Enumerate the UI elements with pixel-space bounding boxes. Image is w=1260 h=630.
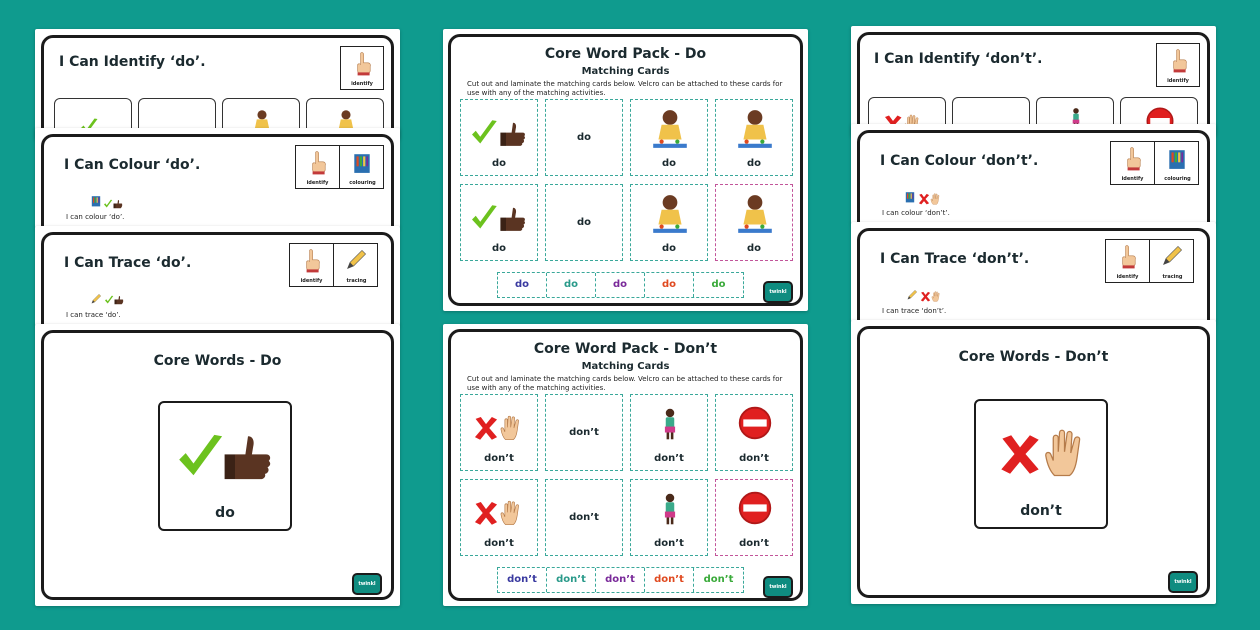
badge-label: identify — [300, 278, 323, 284]
cross-icon — [998, 431, 1042, 477]
strip-word: don’t — [498, 568, 547, 592]
child-playing-icon — [734, 106, 776, 152]
open-hand-icon — [1042, 427, 1092, 479]
left-identify-sheet — [35, 29, 400, 139]
tick-icon — [469, 203, 499, 233]
strip-word: do — [711, 279, 726, 290]
right-core-title: Core Words - Don’t — [958, 349, 1109, 365]
left-identify-title: I Can Identify ‘do’. — [59, 54, 206, 70]
badge-label: colouring — [349, 180, 376, 186]
crayons-icon — [1166, 146, 1188, 172]
badge-label: identify — [1121, 176, 1144, 182]
left-core-word: do — [215, 505, 235, 521]
cross-icon — [918, 193, 930, 205]
mid-top-intro: Cut out and laminate the matching cards below. Velcro can be attached to these cards for use with any of the matching activities. — [467, 80, 783, 97]
tick-icon — [174, 431, 226, 483]
badge-label: colouring — [1164, 176, 1191, 182]
match-word: don’t — [739, 538, 769, 549]
thumbs-up-icon — [114, 295, 124, 305]
thumbs-up-icon — [499, 120, 527, 148]
badge-label: tracing — [1162, 274, 1183, 280]
tick-icon — [469, 118, 499, 148]
left-trace-title: I Can Trace ‘do’. — [64, 255, 192, 271]
girl-icon — [653, 484, 687, 534]
match-word: do — [491, 243, 507, 254]
child-playing-icon — [734, 191, 776, 237]
pencil-icon — [1160, 244, 1184, 268]
mid-bottom-sheet — [443, 324, 808, 606]
match-cell — [630, 479, 708, 556]
tick-icon — [104, 295, 114, 305]
match-word: don’t — [739, 453, 769, 464]
match-cell — [545, 479, 623, 556]
right-colour-caption: I can colour ‘don’t’. — [882, 209, 950, 217]
colour-badge — [1110, 141, 1199, 185]
match-word: do — [661, 243, 677, 254]
right-colour-sheet — [851, 124, 1216, 224]
open-hand-icon — [931, 291, 942, 302]
match-word: do — [746, 158, 762, 169]
left-colour-caption: I can colour ‘do’. — [66, 213, 125, 221]
left-core-title: Core Words - Do — [153, 353, 282, 369]
cross-icon — [920, 291, 931, 302]
identify-badge — [340, 46, 384, 90]
mid-top-sheet — [443, 29, 808, 311]
no-entry-icon — [737, 405, 773, 441]
identify-badge-label: identify — [351, 81, 373, 87]
right-core-sheet — [851, 320, 1216, 604]
child-playing-icon — [649, 106, 691, 152]
crayons-icon — [351, 150, 373, 176]
left-colour-sheet — [35, 128, 400, 228]
match-word: do — [746, 243, 762, 254]
mid-top-title: Core Word Pack - Do — [544, 46, 707, 62]
match-cell — [460, 394, 538, 471]
match-word: don’t — [569, 427, 599, 438]
strip-word: do — [547, 273, 596, 297]
strip-word: don’t — [645, 568, 694, 592]
match-cell — [630, 99, 708, 176]
mid-top-card — [448, 34, 803, 306]
strip-word: do — [596, 273, 645, 297]
strip-word: do — [645, 273, 694, 297]
left-core-sheet — [35, 324, 400, 606]
identify-badge — [1156, 43, 1200, 87]
right-core-card — [857, 326, 1210, 598]
tick-icon — [103, 199, 113, 209]
left-core-symbol-card — [158, 401, 292, 531]
match-word: do — [491, 158, 507, 169]
trace-badge — [1105, 239, 1194, 283]
no-entry-icon — [737, 490, 773, 526]
pointing-hand-icon — [351, 51, 375, 77]
pencil-icon — [906, 289, 918, 301]
colour-badge — [295, 145, 384, 189]
left-trace-sheet — [35, 226, 400, 326]
strip-word: don’t — [547, 568, 596, 592]
thumbs-up-icon — [113, 199, 123, 209]
pencil-icon — [344, 248, 368, 272]
match-word: do — [576, 132, 592, 143]
twinkl-logo: twinkl — [763, 281, 793, 303]
badge-colouring-cell — [1155, 142, 1200, 184]
match-cell — [715, 184, 793, 261]
mid-bottom-intro: Cut out and laminate the matching cards below. Velcro can be attached to these cards for use with any of the matching activities. — [467, 375, 783, 392]
open-hand-icon — [930, 193, 942, 205]
twinkl-logo: twinkl — [352, 573, 382, 595]
match-cell — [715, 99, 793, 176]
mid-bottom-title: Core Word Pack - Don’t — [533, 341, 718, 357]
match-word: don’t — [484, 453, 514, 464]
strip-word: do — [498, 273, 547, 297]
child-playing-icon — [649, 191, 691, 237]
pencil-icon — [90, 293, 102, 305]
pointing-hand-icon — [306, 150, 330, 176]
right-identify-sheet — [851, 26, 1216, 136]
word-strip — [497, 567, 744, 593]
badge-identify-cell — [1111, 142, 1155, 184]
badge-label: tracing — [346, 278, 367, 284]
badge-label: identify — [306, 180, 329, 186]
pointing-hand-icon — [1116, 244, 1140, 270]
pointing-hand-icon — [300, 248, 324, 274]
right-core-symbol-card — [974, 399, 1108, 529]
badge-tracing-cell — [334, 244, 379, 286]
badge-label: identify — [1116, 274, 1139, 280]
match-word: don’t — [484, 538, 514, 549]
twinkl-logo: twinkl — [1168, 571, 1198, 593]
mid-bottom-card — [448, 329, 803, 601]
thumbs-up-icon — [499, 205, 527, 233]
match-cell — [715, 479, 793, 556]
match-word: do — [661, 158, 677, 169]
pointing-hand-icon — [1167, 48, 1191, 74]
strip-word: don’t — [703, 574, 734, 585]
crayons-icon — [904, 189, 916, 205]
mid-top-subtitle: Matching Cards — [581, 66, 670, 77]
left-colour-title: I Can Colour ‘do’. — [64, 157, 201, 173]
twinkl-logo: twinkl — [763, 576, 793, 598]
cross-icon — [473, 415, 499, 441]
match-cell — [460, 99, 538, 176]
identify-badge-label: identify — [1167, 78, 1189, 84]
pointing-hand-icon — [1121, 146, 1145, 172]
badge-identify-cell — [290, 244, 334, 286]
match-word: don’t — [654, 538, 684, 549]
match-cell — [460, 479, 538, 556]
word-strip — [497, 272, 744, 298]
cross-icon — [473, 500, 499, 526]
right-trace-caption: I can trace ‘don’t’. — [882, 307, 947, 315]
mid-bottom-subtitle: Matching Cards — [581, 361, 670, 372]
badge-identify-cell — [1106, 240, 1150, 282]
badge-tracing-cell — [1150, 240, 1195, 282]
strip-word: don’t — [596, 568, 645, 592]
badge-colouring-cell — [340, 146, 385, 188]
match-cell — [630, 394, 708, 471]
right-identify-title: I Can Identify ‘don’t’. — [874, 51, 1043, 67]
match-cell — [545, 184, 623, 261]
match-cell — [545, 99, 623, 176]
left-trace-caption: I can trace ‘do’. — [66, 311, 121, 319]
badge-identify-cell — [296, 146, 340, 188]
match-word: don’t — [654, 453, 684, 464]
match-word: do — [576, 217, 592, 228]
open-hand-icon — [499, 415, 525, 441]
match-cell — [545, 394, 623, 471]
right-core-word: don’t — [1020, 503, 1062, 519]
crayons-icon — [90, 193, 102, 209]
open-hand-icon — [499, 500, 525, 526]
right-trace-title: I Can Trace ‘don’t’. — [880, 251, 1030, 267]
right-colour-title: I Can Colour ‘don’t’. — [880, 153, 1039, 169]
right-trace-sheet — [851, 222, 1216, 322]
match-cell — [630, 184, 708, 261]
trace-badge — [289, 243, 378, 287]
thumbs-up-icon — [222, 431, 274, 483]
match-cell — [460, 184, 538, 261]
match-word: don’t — [569, 512, 599, 523]
girl-icon — [653, 399, 687, 449]
left-core-card — [41, 330, 394, 600]
match-cell — [715, 394, 793, 471]
